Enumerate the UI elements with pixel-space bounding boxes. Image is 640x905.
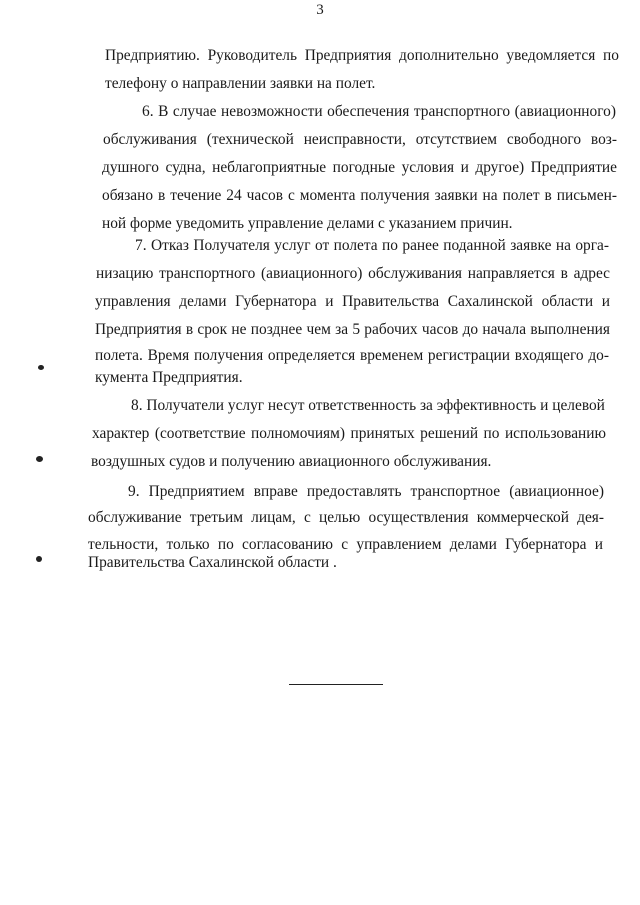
text-line: обязано в течение 24 часов с момента получения заявки на полет в письмен-	[102, 187, 617, 204]
text-line: кумента Предприятия.	[95, 369, 243, 386]
text-line: Предприятия в срок не позднее чем за 5 рабочих часов до начала выполнения	[95, 321, 610, 338]
text-line: полета. Время получения определяется временем регистрации входящего до-	[95, 347, 609, 364]
scan-mark	[36, 556, 42, 562]
text-line: воздушных судов и получению авиационного обслуживания.	[91, 453, 492, 470]
text-line: 9. Предприятием вправе предоставлять транспортное (авиационное)	[128, 483, 604, 500]
scan-mark	[36, 456, 43, 462]
text-line: Предприятию. Руководитель Предприятия дополнительно уведомляется по	[105, 47, 619, 64]
text-line: обслуживание третьим лицам, с целью осуществления коммерческой дея-	[88, 509, 604, 526]
text-line: 6. В случае невозможности обеспечения транспортного (авиационного)	[142, 103, 616, 120]
text-line: ной форме уведомить управление делами с указанием причин.	[102, 215, 513, 232]
text-line: обслуживания (технической неисправности, отсутствием свободного воз-	[103, 131, 617, 148]
text-line: тельности, только по согласованию с управлением делами Губернатора и	[88, 536, 603, 553]
text-line: душного судна, неблагоприятные погодные условия и другое) Предприятие	[102, 159, 617, 176]
text-line: низацию транспортного (авиационного) обслуживания направляется в адрес	[96, 265, 610, 282]
text-line: характер (соответствие полномочиям) принятых решений по использованию	[92, 425, 606, 442]
page-number: 3	[316, 2, 324, 18]
text-line: 7. Отказ Получателя услуг от полета по ранее поданной заявке на орга-	[135, 237, 609, 254]
text-line: 8. Получатели услуг несут ответственность за эффективность и целевой	[131, 397, 605, 414]
text-line: телефону о направлении заявки на полет.	[105, 75, 376, 92]
text-line: управления делами Губернатора и Правительства Сахалинской области и	[95, 293, 610, 310]
scan-mark	[38, 365, 44, 370]
text-line: Правительства Сахалинской области .	[88, 554, 337, 571]
end-separator-line	[289, 684, 383, 685]
